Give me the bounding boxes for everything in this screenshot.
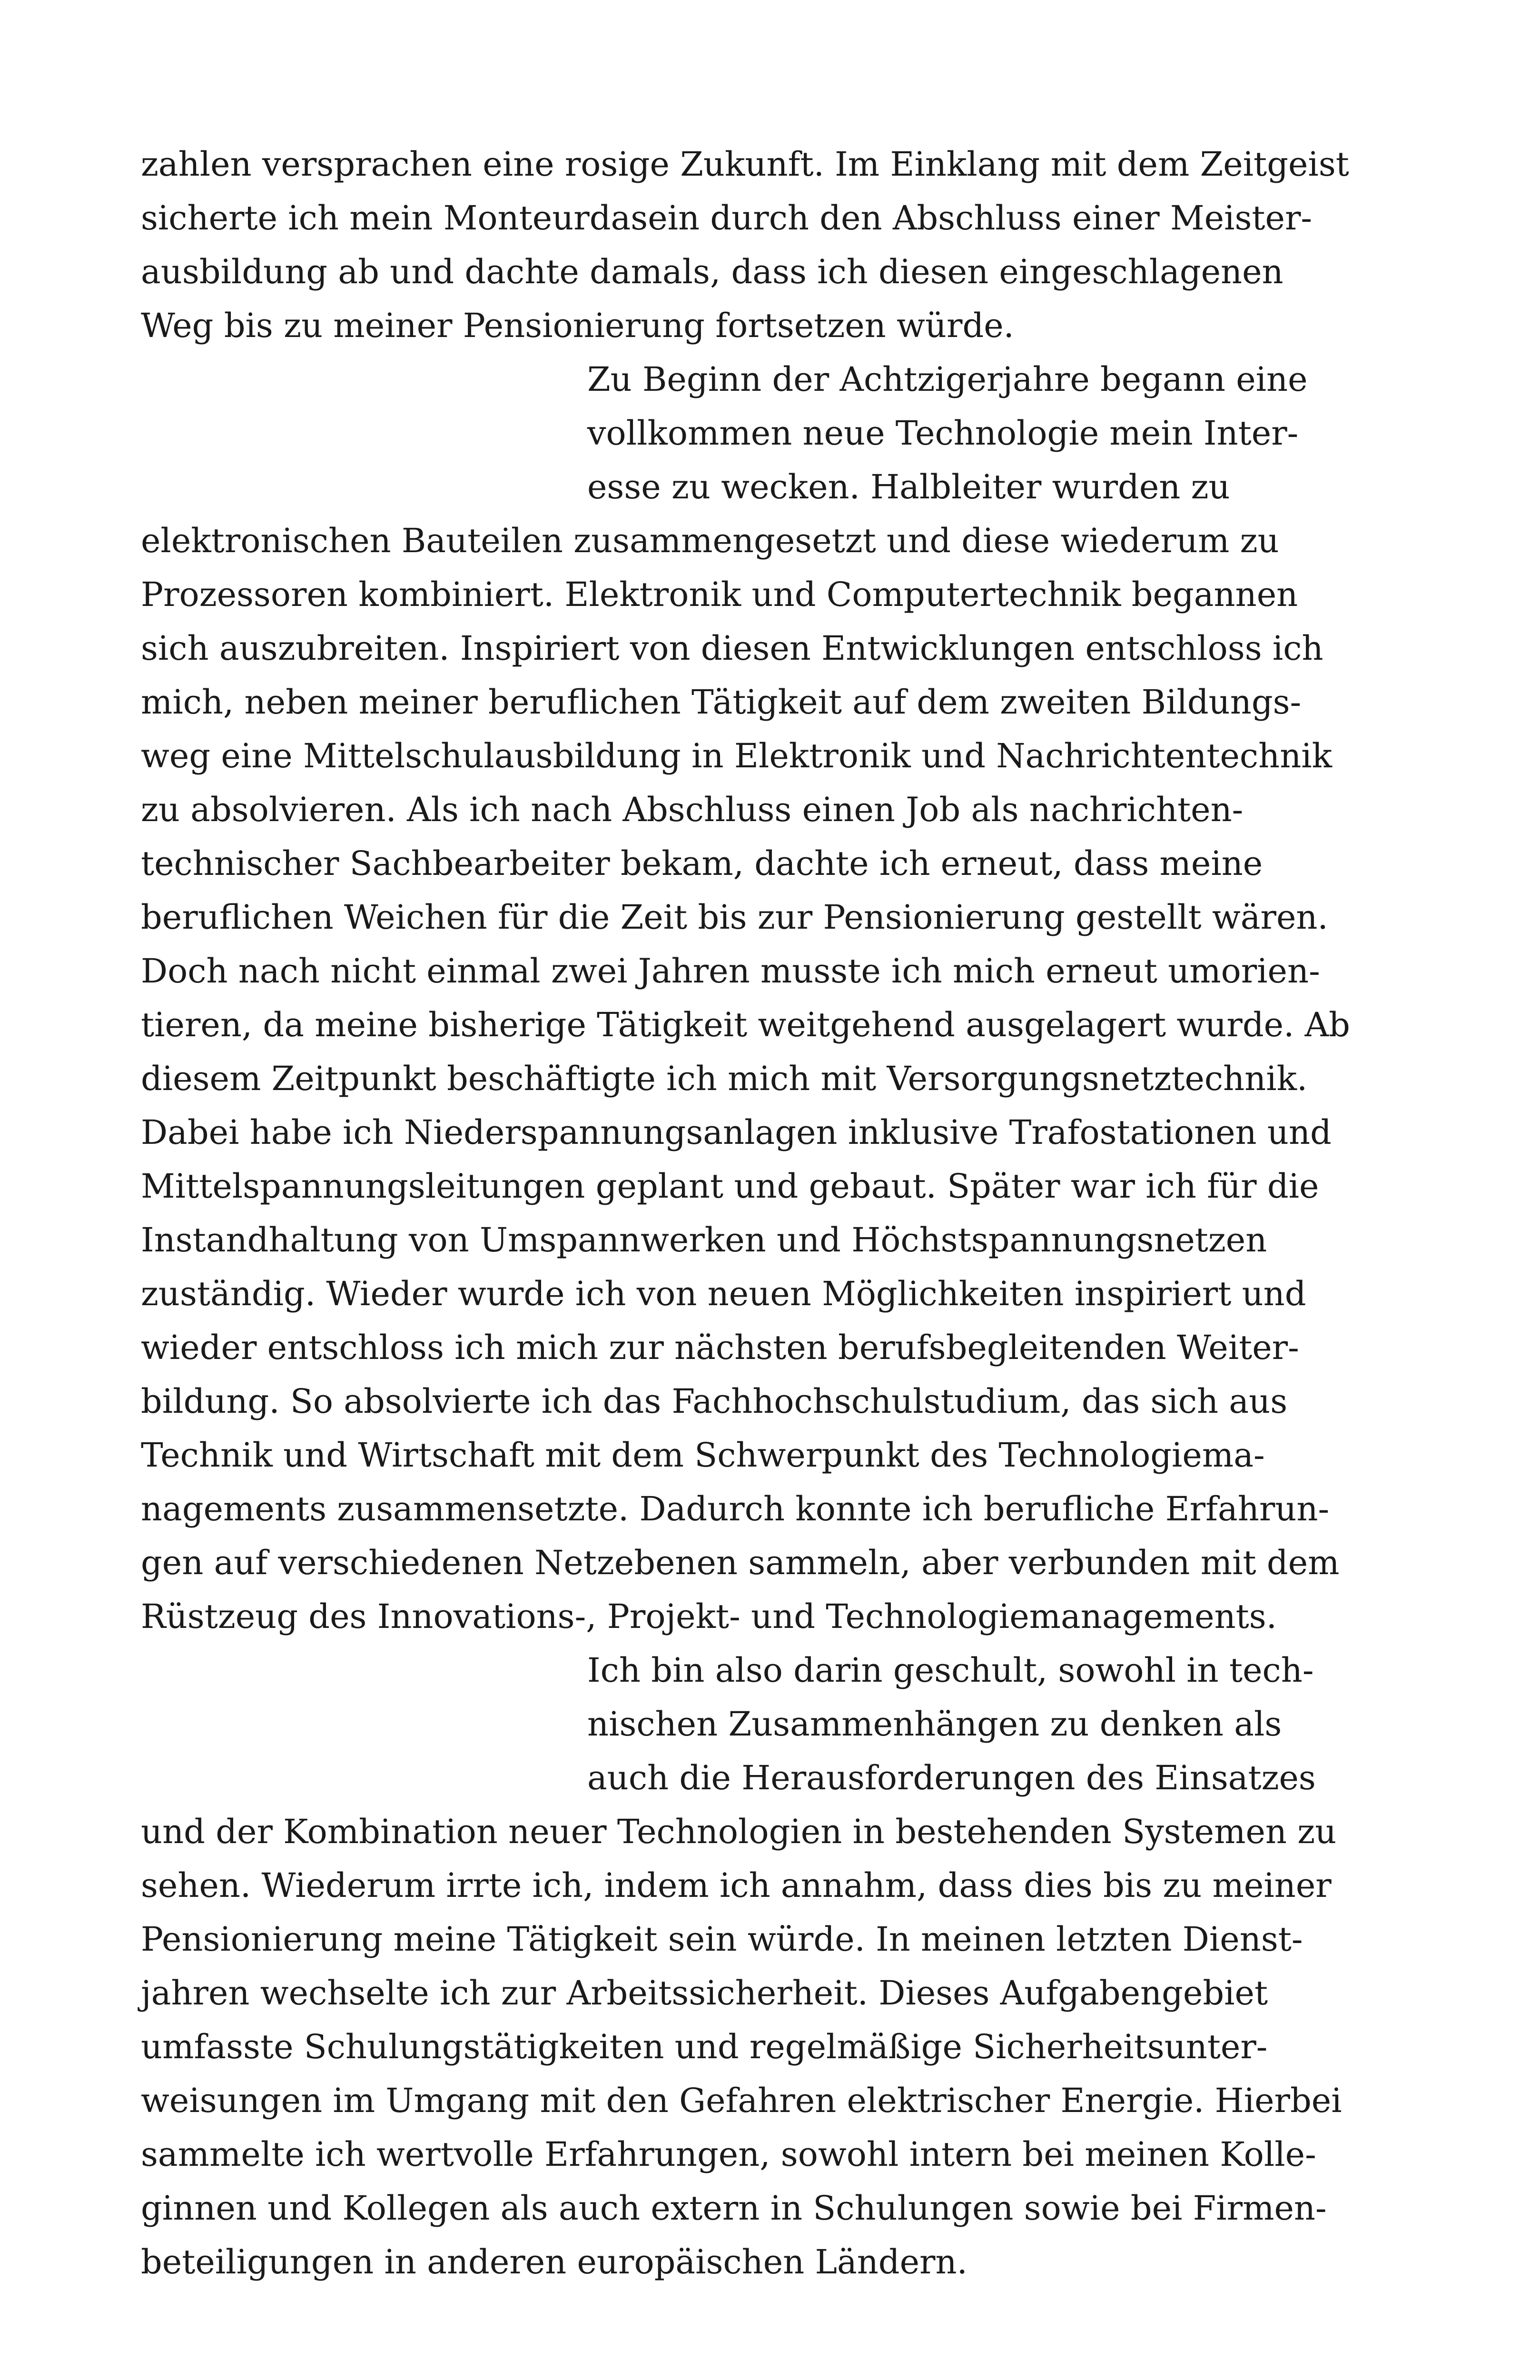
text-line: sammelte ich wertvolle Erfahrungen, sowohl intern bei meinen Kolle- [141, 2135, 1316, 2174]
text-line: Weg bis zu meiner Pensionierung fortsetzen würde. [141, 306, 1014, 345]
text-line: esse zu wecken. Halbleiter wurden zu [587, 467, 1230, 506]
text-line: Dabei habe ich Niederspannungsanlagen inklusive Trafostationen und [141, 1113, 1332, 1152]
text-line: vollkommen neue Technologie mein Inter- [587, 414, 1299, 453]
text-line: Zu Beginn der Achtzigerjahre begann eine [587, 360, 1308, 399]
text-line: elektronischen Bauteilen zusammengesetzt und diese wiederum zu [141, 521, 1279, 560]
text-line: jahren wechselte ich zur Arbeitssicherheit. Dieses Aufgabengebiet [141, 1973, 1268, 2013]
text-line: gen auf verschiedenen Netzebenen sammeln, aber verbunden mit dem [141, 1543, 1340, 1582]
text-line: diesem Zeitpunkt beschäftigte ich mich mit Versorgungsnetztechnik. [141, 1059, 1308, 1098]
text-line: mich, neben meiner beruflichen Tätigkeit auf dem zweiten Bildungs- [141, 683, 1302, 722]
text-line: Prozessoren kombiniert. Elektronik und Computertechnik begannen [141, 575, 1298, 614]
text-line: auch die Herausforderungen des Einsatzes [587, 1758, 1316, 1797]
text-line: beruflichen Weichen für die Zeit bis zur Pensionierung gestellt wären. [141, 898, 1328, 937]
text-line: sicherte ich mein Monteurdasein durch den Abschluss einer Meister- [141, 198, 1313, 238]
text-line: Pensionierung meine Tätigkeit sein würde. In meinen letzten Dienst- [141, 1920, 1303, 1959]
text-line: ausbildung ab und dachte damals, dass ich diesen eingeschlagenen [141, 252, 1283, 291]
text-line: zahlen versprachen eine rosige Zukunft. Im Einklang mit dem Zeitgeist [141, 145, 1349, 184]
text-line: Technik und Wirtschaft mit dem Schwerpunkt des Technologiema- [141, 1436, 1265, 1475]
text-line: technischer Sachbearbeiter bekam, dachte ich erneut, dass meine [141, 844, 1263, 883]
text-line: Doch nach nicht einmal zwei Jahren musste ich mich erneut umorien- [141, 952, 1320, 991]
text-line: nischen Zusammenhängen zu denken als [587, 1705, 1282, 1744]
text-line: Rüstzeug des Innovations-, Projekt- und Technologiemanagements. [141, 1597, 1277, 1636]
text-line: zu absolvieren. Als ich nach Abschluss einen Job als nachrichten- [141, 790, 1244, 829]
text-line: weisungen im Umgang mit den Gefahren elektrischer Energie. Hierbei [141, 2081, 1342, 2120]
text-line: Instandhaltung von Umspannwerken und Höchstspannungsnetzen [141, 1220, 1267, 1259]
text-line: zuständig. Wieder wurde ich von neuen Möglichkeiten inspiriert und [141, 1274, 1306, 1313]
text-line: weg eine Mittelschulausbildung in Elektronik und Nachrichtentechnik [141, 736, 1333, 775]
text-line: bildung. So absolvierte ich das Fachhochschulstudium, das sich aus [141, 1382, 1288, 1421]
text-line: wieder entschloss ich mich zur nächsten berufsbegleitenden Weiter- [141, 1328, 1299, 1367]
text-line: tieren, da meine bisherige Tätigkeit weitgehend ausgelagert wurde. Ab [141, 1005, 1350, 1044]
text-line: Ich bin also darin geschult, sowohl in tech- [587, 1651, 1314, 1690]
text-line: nagements zusammensetzte. Dadurch konnte ich berufliche Erfahrun- [141, 1489, 1330, 1528]
text-line: sich auszubreiten. Inspiriert von diesen Entwicklungen entschloss ich [141, 629, 1323, 668]
text-line: umfasste Schulungstätigkeiten und regelmäßige Sicherheitsunter- [141, 2027, 1268, 2066]
text-line: sehen. Wiederum irrte ich, indem ich annahm, dass dies bis zu meiner [141, 1866, 1332, 1905]
text-line: und der Kombination neuer Technologien in bestehenden Systemen zu [141, 1812, 1337, 1851]
text-line: beteiligungen in anderen europäischen Ländern. [141, 2242, 967, 2281]
text-line: ginnen und Kollegen als auch extern in Schulungen sowie bei Firmen- [141, 2189, 1327, 2228]
text-line: Mittelspannungsleitungen geplant und gebaut. Später war ich für die [141, 1167, 1319, 1206]
